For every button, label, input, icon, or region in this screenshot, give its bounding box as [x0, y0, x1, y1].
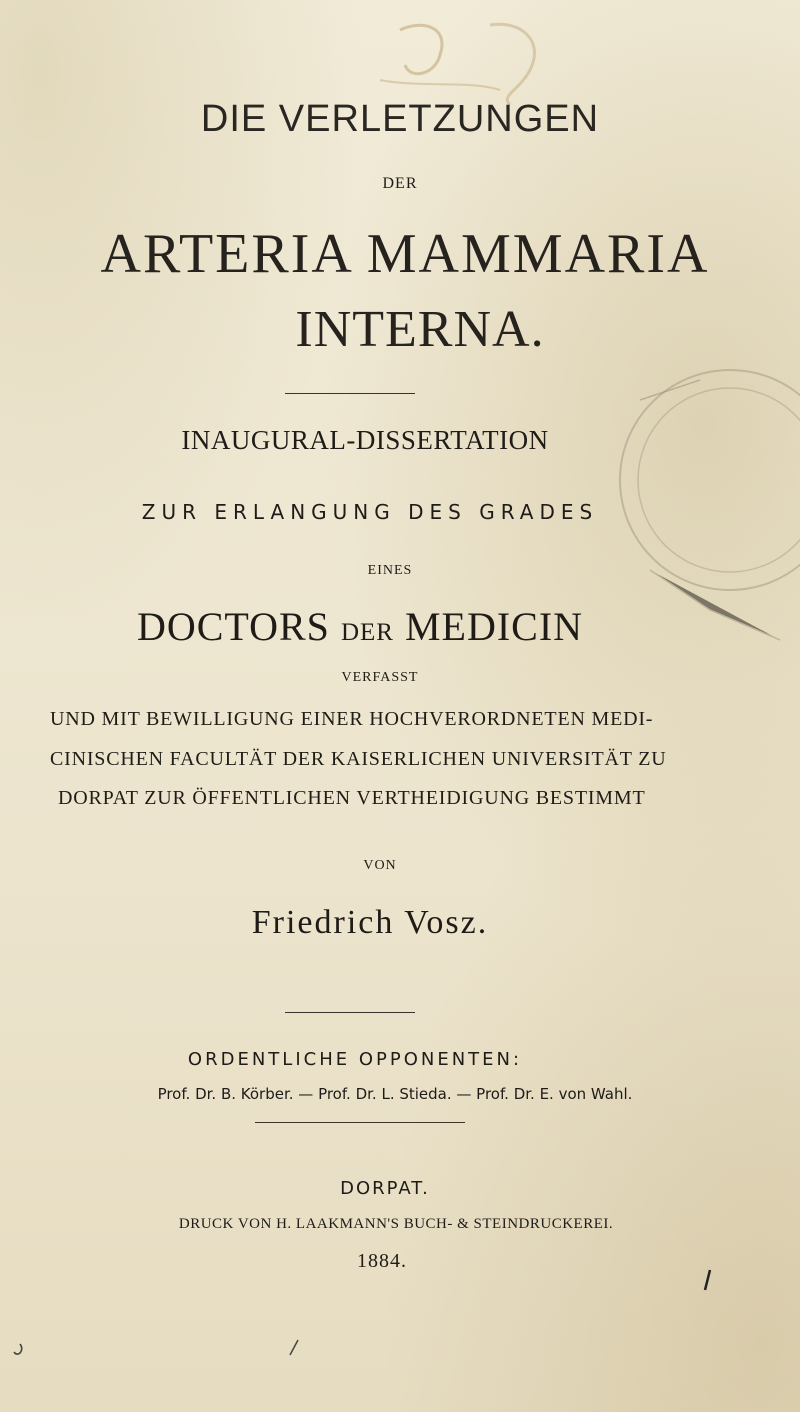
von-line: VON — [363, 858, 397, 873]
degree-line: ZUR ERLANGUNG DES GRADES — [141, 500, 599, 524]
printer-line: DRUCK VON H. LAAKMANN'S BUCH- & STEINDRUCKEREI. — [178, 1216, 614, 1232]
approval-text-line-1: UND MIT BEWILLIGUNG EINER HOCHVERORDNETEN MEDI- — [50, 708, 654, 730]
year-line: 1884. — [357, 1250, 407, 1272]
divider-rule-3 — [255, 1122, 465, 1123]
opponents-list: Prof. Dr. B. Körber. — Prof. Dr. L. Stieda. — Prof. Dr. E. von Wahl. — [157, 1085, 633, 1103]
eines-line: EINES — [367, 563, 413, 578]
doctors-line — [0, 603, 760, 650]
approval-text-line-2: CINISCHEN FACULTÄT DER KAISERLICHEN UNIVERSITÄT ZU — [50, 748, 667, 770]
title-line-2: DER — [382, 175, 418, 192]
place-line: DORPAT. — [340, 1178, 430, 1199]
dissertation-label: INAUGURAL-DISSERTATION — [181, 425, 549, 455]
author-name: Friedrich Vosz. — [251, 904, 489, 941]
divider-rule-2 — [285, 1012, 415, 1013]
medicin-word: MEDICIN — [404, 604, 584, 649]
divider-rule-1 — [285, 393, 415, 394]
doctors-word: DOCTORS — [136, 604, 330, 649]
opponents-heading: ORDENTLICHE OPPONENTEN: — [187, 1049, 523, 1070]
verfasst-line: VERFASST — [341, 670, 419, 685]
approval-text-line-3: DORPAT ZUR ÖFFENTLICHEN VERTHEIDIGUNG BESTIMMT — [58, 787, 646, 809]
der-word: DER — [340, 619, 394, 646]
title-line-1: DIE VERLETZUNGEN — [200, 98, 600, 140]
title-line-4: INTERNA. — [295, 301, 545, 358]
title-line-3: ARTERIA MAMMARIA — [100, 223, 710, 285]
